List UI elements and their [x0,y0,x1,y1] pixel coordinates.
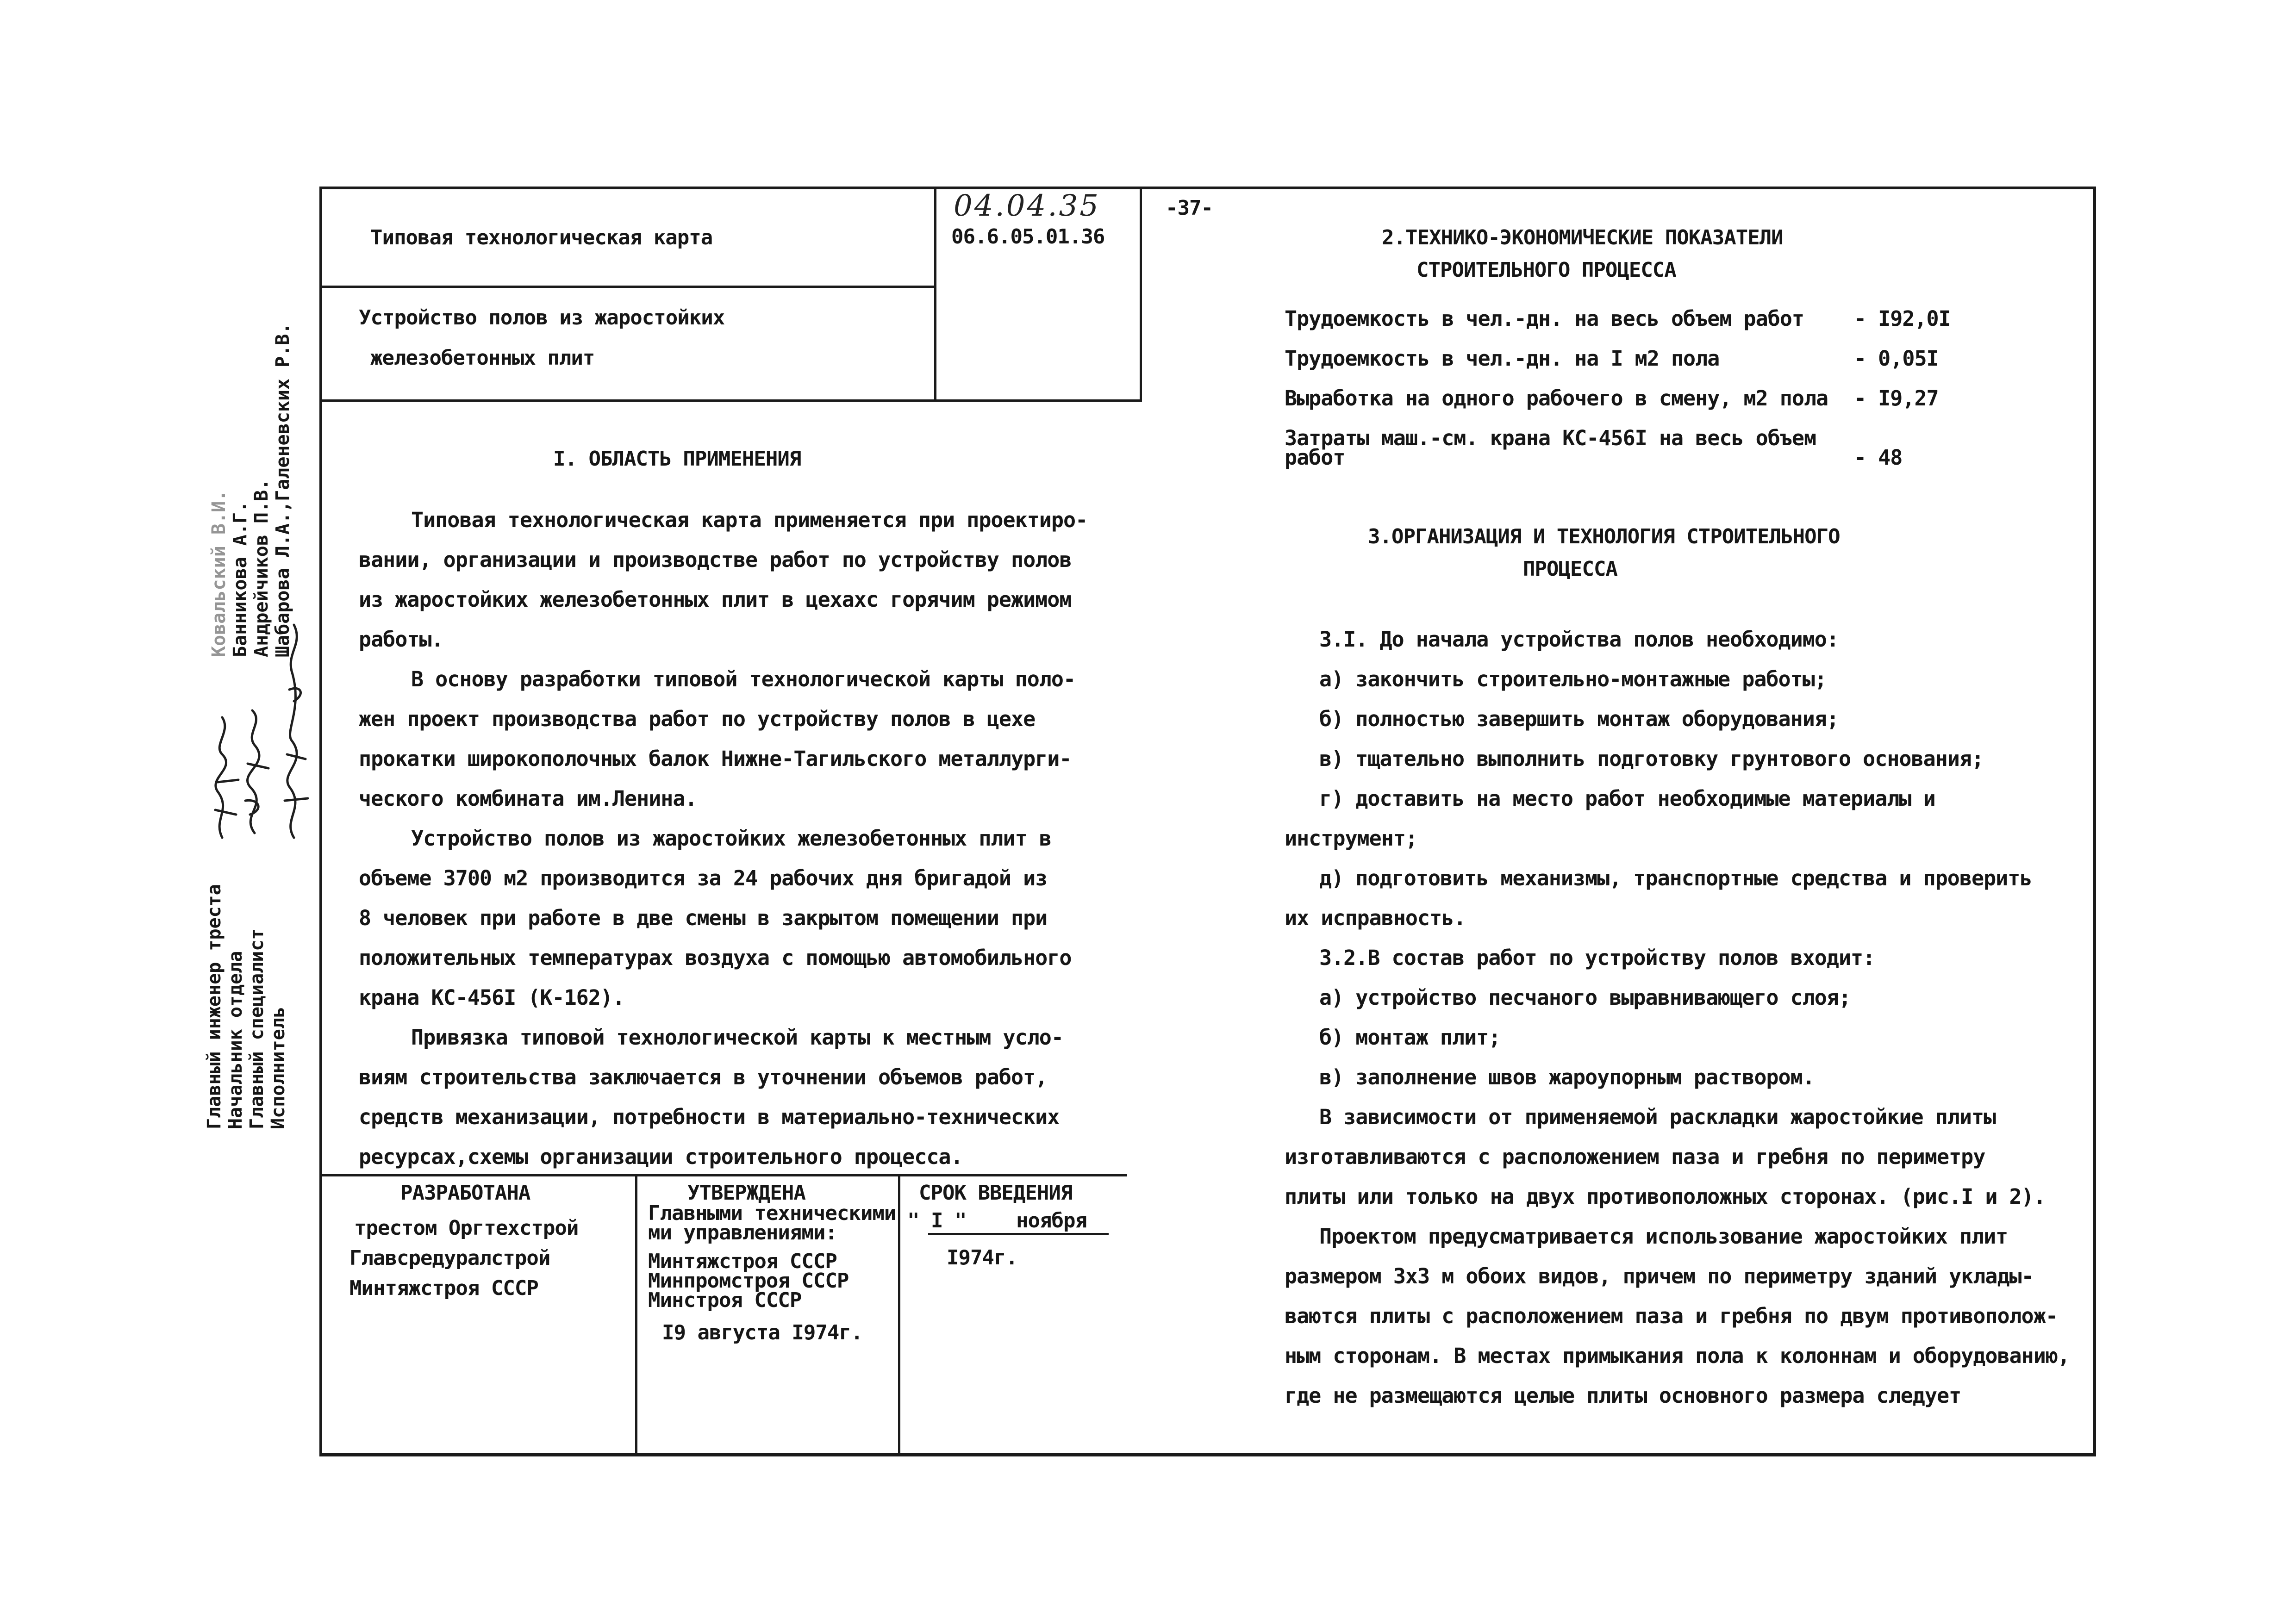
section1-heading: I. ОБЛАСТЬ ПРИМЕНЕНИЯ [553,447,801,471]
section2-heading-line1: 2.ТЕХНИКО-ЭКОНОМИЧЕСКИЕ ПОКАЗАТЕЛИ [1382,226,1783,249]
approval-divider-2 [898,1174,900,1456]
section1-line: Устройство полов из жаростойких железобетонных плит в [411,826,1051,851]
section1-line: Привязка типовой технологической карты к местным усло- [411,1025,1063,1050]
sidebar-name: Шабарова Л.А.,Галеневских Р.В. [272,323,293,657]
effective-date-heading: СРОК ВВЕДЕНИЯ [919,1181,1073,1205]
section3-line: размером 3х3 м обоих видов, причем по периметру зданий уклады- [1285,1264,2034,1288]
approved-heading: УТВЕРЖДЕНА [687,1181,805,1205]
section3-line: г) доставить на место работ необходимые материалы и [1319,786,1935,811]
section3-line: 3.2.В состав работ по устройству полов входит: [1319,946,1875,970]
indicator-label: Трудоемкость в чел.-дн. на весь объем работ [1285,306,1804,331]
section3-line: изготавливаются с расположением паза и гребня по периметру [1285,1145,1985,1169]
section3-line: плиты или только на двух противоположных сторонах. (рис.I и 2). [1285,1184,2046,1209]
signatures-image [194,616,324,847]
approval-divider-1 [635,1174,637,1456]
doc-title-line1: Устройство полов из жаростойких [359,306,725,330]
section1-line: крана КС-456I (К-162). [359,985,625,1010]
doc-title-line2: железобетонных плит [370,346,595,370]
sidebar-name: Ковальский В.И. [208,490,230,657]
section3-heading-line2: ПРОЦЕССА [1523,557,1617,581]
approved-line: ми управлениями: [648,1221,837,1244]
developed-by-line: трестом Оргтехстрой [354,1216,579,1240]
developed-by-line: Минтяжстроя СССР [349,1276,538,1300]
indicator-value: - I9,27 [1854,386,1939,411]
section1-line: средств механизации, потребности в материально-технических [359,1105,1060,1129]
sidebar-names [208,323,293,657]
card-type: Типовая технологическая карта [370,226,713,249]
section3-line: инструмент; [1285,826,1418,851]
section3-line: д) подготовить механизмы, транспортные средства и проверить [1319,866,2032,890]
section1-line: работы. [359,627,443,652]
sidebar-position: Главный специалист [246,928,268,1129]
developed-by-heading: РАЗРАБОТАНА [400,1181,530,1205]
section3-line: б) полностью завершить монтаж оборудования; [1319,707,1839,731]
header-block-right-border [1140,187,1142,402]
section1-line: вании, организации и производстве работ по устройству полов [359,548,1072,572]
sidebar-name: Андрейчиков П.В. [251,479,272,657]
section3-line: б) монтаж плит; [1319,1025,1501,1050]
effective-date-year: I974г. [947,1246,1017,1269]
section3-line: в) заполнение швов жароупорным раствором. [1319,1065,1815,1089]
section3-line: где не размещаются целые плиты основного размера следует [1285,1383,1961,1408]
sidebar-position: Начальник отдела [225,951,246,1129]
section3-line: их исправность. [1285,906,1466,930]
header-block-bottom [319,399,1142,402]
indicator-label-continued: работ [1285,445,1345,470]
sidebar-positions [204,884,289,1129]
section1-line: ческого комбината им.Ленина. [359,786,697,811]
section3-line: а) закончить строительно-монтажные работы; [1319,667,1827,691]
section1-line: жен проект производства работ по устройству полов в цехе [359,707,1036,731]
effective-date-day: " I " [907,1209,967,1232]
approval-block-top [319,1174,1127,1176]
section3-line: В зависимости от применяемой раскладки жаростойкие плиты [1319,1105,1996,1129]
indicator-label: Затраты маш.-см. крана КС-456I на весь объем [1285,426,1816,450]
developed-by-line: Главсредуралстрой [349,1246,550,1270]
effective-date-month: ноября [1016,1209,1087,1232]
section1-line: виям строительства заключается в уточнении объемов работ, [359,1065,1048,1089]
effective-date-underline [928,1233,1109,1235]
section1-line: прокатки широкополочных балок Нижне-Тагильского металлурги- [359,747,1072,771]
doc-number: 06.6.05.01.36 [951,225,1105,249]
section3-line: Проектом предусматривается использование жаростойких плит [1319,1224,2008,1249]
section3-line: а) устройство песчаного выравнивающего слоя; [1319,985,1851,1010]
section3-line: в) тщательно выполнить подготовку грунтового основания; [1319,747,1984,771]
sidebar-name: Банникова А.Г. [230,501,251,657]
section1-line: объеме 3700 м2 производится за 24 рабочих дня бригадой из [359,866,1048,890]
page-number: -37- [1166,196,1213,220]
approved-date: I9 августа I974г. [662,1321,863,1344]
handwritten-code: 04.04.35 [954,189,1100,223]
indicator-label: Трудоемкость в чел.-дн. на I м2 пола [1285,346,1720,371]
header-divider-horizontal [319,286,935,288]
section2-heading-line2: СТРОИТЕЛЬНОГО ПРОЦЕССА [1416,258,1676,282]
section1-line: положительных температурах воздуха с помощью автомобильного [359,946,1072,970]
approved-line: Минпромстроя СССР [648,1269,849,1293]
approved-line: Главными техническими [648,1201,896,1225]
section3-heading-line1: 3.ОРГАНИЗАЦИЯ И ТЕХНОЛОГИЯ СТРОИТЕЛЬНОГО [1368,525,1840,548]
section1-line: ресурсах,схемы организации строительного процесса. [359,1145,963,1169]
header-divider-vertical [934,187,936,402]
section3-line: ваются плиты с расположением паза и гребня по двум противополож- [1285,1304,2058,1328]
sidebar-position: Исполнитель [268,1007,289,1129]
section1-line: Типовая технологическая карта применяется при проектиро- [411,508,1088,532]
section3-line: ным сторонам. В местах примыкания пола к колоннам и оборудованию, [1285,1344,2070,1368]
approved-line: Минтяжстроя СССР [648,1250,837,1273]
section1-line: из жаростойких железобетонных плит в цехахс горячим режимом [359,587,1072,612]
section1-line: 8 человек при работе в две смены в закрытом помещении при [359,906,1048,930]
indicator-value: - I92,0I [1854,306,1951,331]
section1-line: В основу разработки типовой технологической карты поло- [411,667,1076,691]
section3-line: 3.I. До начала устройства полов необходимо: [1319,627,1839,652]
indicator-value: - 48 [1854,445,1903,470]
sidebar-position: Главный инженер треста [204,884,225,1129]
indicator-label: Выработка на одного рабочего в смену, м2 пола [1285,386,1828,411]
approved-line: Минстроя СССР [648,1288,802,1312]
indicator-value: - 0,05I [1854,346,1939,371]
